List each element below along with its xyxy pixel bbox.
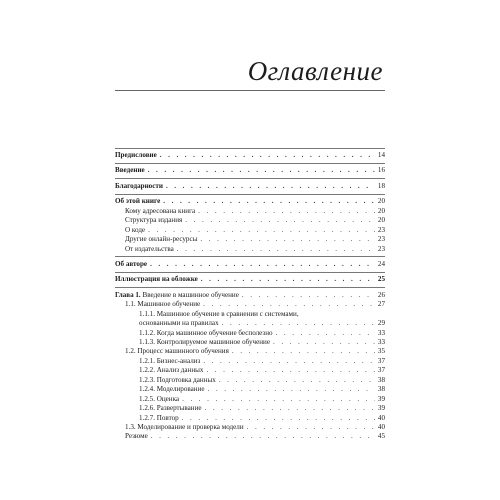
leader-dots bbox=[203, 300, 375, 309]
toc-page-number: 26 bbox=[377, 290, 385, 299]
toc-entry-title: Структура издания bbox=[125, 216, 183, 225]
toc-entry bbox=[115, 182, 385, 191]
toc-entry-title: Об авторе bbox=[115, 259, 148, 268]
toc-entry bbox=[115, 275, 385, 284]
toc-page-number: 39 bbox=[377, 404, 385, 413]
toc-entry bbox=[115, 366, 385, 375]
toc-entry-title: 1.2.2. Анализ данных bbox=[139, 366, 204, 375]
toc-entry bbox=[115, 310, 385, 319]
toc-page-number: 23 bbox=[377, 244, 385, 253]
toc-entry bbox=[115, 216, 385, 225]
toc-page-number: 23 bbox=[377, 235, 385, 244]
leader-dots bbox=[208, 385, 375, 394]
leader-dots bbox=[203, 357, 375, 366]
leader-dots bbox=[148, 166, 375, 175]
toc-entry-title: 1.1.2. Когда машинное обучение бесполезно bbox=[139, 328, 273, 337]
toc-page-number: 37 bbox=[377, 366, 385, 375]
toc-page-number: 20 bbox=[377, 197, 385, 206]
toc-entry-title: Иллюстрация на обложке bbox=[115, 275, 198, 284]
chapter-title: Введение в машинное обучение bbox=[140, 290, 239, 299]
toc-entry bbox=[115, 395, 385, 404]
toc-entry bbox=[115, 166, 385, 175]
leader-dots bbox=[177, 245, 375, 254]
toc-entry-title: 1.3. Моделирование и проверка модели bbox=[125, 422, 244, 431]
leader-dots bbox=[200, 235, 375, 244]
chapter-label: Глава 1. bbox=[115, 290, 141, 299]
toc-entry bbox=[115, 226, 385, 235]
toc-entry-title: 1.1.1. Машинное обучение в сравнении с системами, bbox=[139, 309, 299, 318]
toc-entry bbox=[115, 207, 385, 216]
toc-page-number: 18 bbox=[377, 181, 385, 190]
toc-page-number: 23 bbox=[377, 225, 385, 234]
toc-page-number: 45 bbox=[377, 432, 385, 441]
leader-dots bbox=[151, 432, 375, 441]
toc-entry bbox=[115, 319, 385, 328]
toc-page-number: 35 bbox=[377, 347, 385, 356]
toc-page-number: 24 bbox=[377, 259, 385, 268]
toc-entry-title: От издательства bbox=[125, 244, 174, 253]
toc-entry bbox=[115, 291, 385, 300]
toc-entry-title: 1.2.5. Оценка bbox=[139, 394, 180, 403]
toc-page-number: 38 bbox=[377, 375, 385, 384]
toc-page-number: 20 bbox=[377, 206, 385, 215]
leader-dots bbox=[166, 182, 375, 191]
toc-entry-title: 1.2.7. Повтор bbox=[139, 413, 179, 422]
leader-dots bbox=[273, 338, 375, 347]
toc-entry bbox=[115, 197, 385, 206]
toc-page-number: 33 bbox=[377, 328, 385, 337]
toc-page-number: 37 bbox=[377, 356, 385, 365]
toc-page-number: 16 bbox=[377, 166, 385, 175]
toc-entry bbox=[115, 235, 385, 244]
toc-page-number: 40 bbox=[377, 422, 385, 431]
toc-entry-title: Благодарности bbox=[115, 181, 163, 190]
toc-entry bbox=[115, 357, 385, 366]
leader-dots bbox=[160, 151, 375, 160]
leader-dots bbox=[201, 275, 375, 284]
toc-entry-title: 1.2.3. Подготовка данных bbox=[139, 375, 216, 384]
leader-dots bbox=[205, 404, 375, 413]
leader-dots bbox=[148, 226, 375, 235]
toc-entry-title: Кому адресована книга bbox=[125, 206, 196, 215]
toc-page-number: 20 bbox=[377, 216, 385, 225]
toc-entry bbox=[115, 376, 385, 385]
toc-entry-title: Предисловие bbox=[115, 151, 157, 159]
table-of-contents bbox=[115, 148, 385, 442]
toc-entry bbox=[115, 245, 385, 254]
toc-entry bbox=[115, 338, 385, 347]
leader-dots bbox=[198, 207, 375, 216]
leader-dots bbox=[150, 260, 375, 269]
toc-entry-title: 1.2.1. Бизнес-анализ bbox=[139, 356, 201, 365]
leader-dots bbox=[185, 216, 375, 225]
toc-entry-title: О коде bbox=[125, 225, 146, 234]
toc-entry bbox=[115, 260, 385, 269]
toc-entry-title: Резюме bbox=[125, 432, 148, 441]
toc-entry bbox=[115, 347, 385, 356]
leader-dots bbox=[276, 329, 375, 338]
toc-entry-title: 1.2.6. Развертывание bbox=[139, 404, 202, 413]
leader-dots bbox=[242, 291, 375, 300]
toc-entry bbox=[115, 151, 385, 160]
leader-dots bbox=[163, 197, 375, 206]
toc-entry-title: Другие онлайн-ресурсы bbox=[125, 235, 198, 244]
toc-page-number: 25 bbox=[377, 275, 385, 284]
toc-entry bbox=[115, 404, 385, 413]
leader-dots bbox=[222, 319, 375, 328]
toc-page-number: 38 bbox=[377, 385, 385, 394]
title-rule bbox=[115, 90, 385, 91]
toc-page-number: 33 bbox=[377, 338, 385, 346]
leader-dots bbox=[182, 414, 375, 423]
toc-entry-title: 1.1.3. Контролируемое машинное обучение bbox=[139, 338, 270, 346]
leader-dots bbox=[206, 366, 374, 375]
toc-entry bbox=[115, 432, 385, 441]
leader-dots bbox=[247, 423, 375, 432]
toc-entry bbox=[115, 300, 385, 309]
toc-entry-title: 1.2.4. Моделирование bbox=[139, 385, 205, 394]
toc-entry-title bbox=[115, 291, 239, 300]
toc-entry bbox=[115, 414, 385, 423]
toc-entry-title: Введение bbox=[115, 166, 145, 175]
toc-entry-title: Об этой книге bbox=[115, 197, 161, 206]
leader-dots bbox=[232, 347, 375, 356]
toc-entry-title: основанными на правилах bbox=[139, 319, 219, 328]
toc-page-number: 40 bbox=[377, 413, 385, 422]
toc-page-number: 39 bbox=[377, 394, 385, 403]
toc-entry-title: 1.2. Процесс машинного обучения bbox=[125, 347, 229, 356]
toc-page-number: 27 bbox=[377, 300, 385, 309]
toc-entry bbox=[115, 385, 385, 394]
leader-dots bbox=[219, 376, 375, 385]
toc-page-number: 29 bbox=[377, 319, 385, 328]
toc-entry bbox=[115, 423, 385, 432]
page-title: Оглавление bbox=[247, 56, 383, 86]
leader-dots bbox=[182, 395, 375, 404]
toc-entry bbox=[115, 329, 385, 338]
toc-entry-title: 1.1. Машинное обучение bbox=[125, 300, 201, 309]
toc-page-number: 14 bbox=[377, 151, 385, 159]
